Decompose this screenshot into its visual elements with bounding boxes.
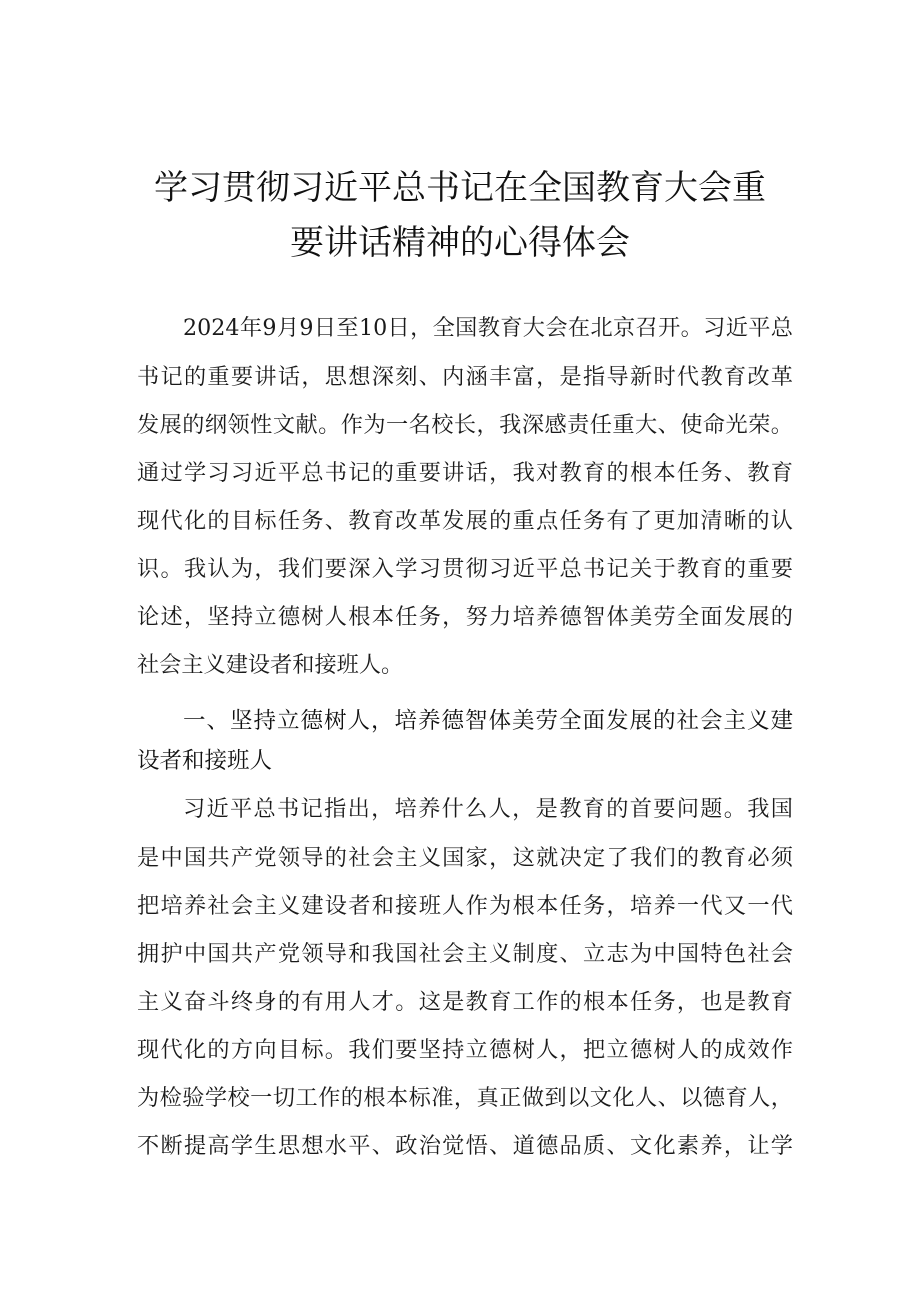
paragraph-line: 通过学习习近平总书记的重要讲话，我对教育的根本任务、教育 (137, 460, 793, 486)
paragraph-line: 2024年9月9日至10日，全国教育大会在北京召开。习近平总 (183, 315, 793, 341)
paragraph-line: 主义奋斗终身的有用人才。这是教育工作的根本任务，也是教育 (137, 989, 793, 1015)
paragraph-line: 习近平总书记指出，培养什么人，是教育的首要问题。我国 (183, 796, 793, 822)
paragraph-line: 不断提高学生思想水平、政治觉悟、道德品质、文化素养，让学 (137, 1133, 793, 1159)
paragraph-line: 现代化的目标任务、教育改革发展的重点任务有了更加清晰的认 (137, 508, 793, 534)
paragraph-line: 把培养社会主义建设者和接班人作为根本任务，培养一代又一代 (137, 893, 793, 919)
paragraph-line: 拥护中国共产党领导和我国社会主义制度、立志为中国特色社会 (137, 941, 793, 967)
paragraph-line: 书记的重要讲话，思想深刻、内涵丰富，是指导新时代教育改革 (137, 364, 793, 390)
paragraph-line: 社会主义建设者和接班人。 (137, 652, 404, 678)
heading-line: 设者和接班人 (137, 748, 273, 774)
paragraph-line: 识。我认为，我们要深入学习贯彻习近平总书记关于教育的重要 (137, 556, 793, 582)
paragraph-line: 是中国共产党领导的社会主义国家，这就决定了我们的教育必须 (137, 845, 793, 871)
paragraph-line: 论述，坚持立德树人根本任务，努力培养德智体美劳全面发展的 (137, 604, 793, 630)
heading-line: 一、坚持立德树人，培养德智体美劳全面发展的社会主义建 (183, 708, 793, 734)
paragraph-line: 现代化的方向目标。我们要坚持立德树人，把立德树人的成效作 (137, 1037, 793, 1063)
paragraph-line: 为检验学校一切工作的根本标准，真正做到以文化人、以德育人， (137, 1085, 793, 1111)
document-title-line-2: 要讲话精神的心得体会 (290, 223, 630, 263)
document-title-line-1: 学习贯彻习近平总书记在全国教育大会重 (154, 168, 766, 208)
paragraph-line: 发展的纲领性文献。作为一名校长，我深感责任重大、使命光荣。 (137, 412, 793, 438)
